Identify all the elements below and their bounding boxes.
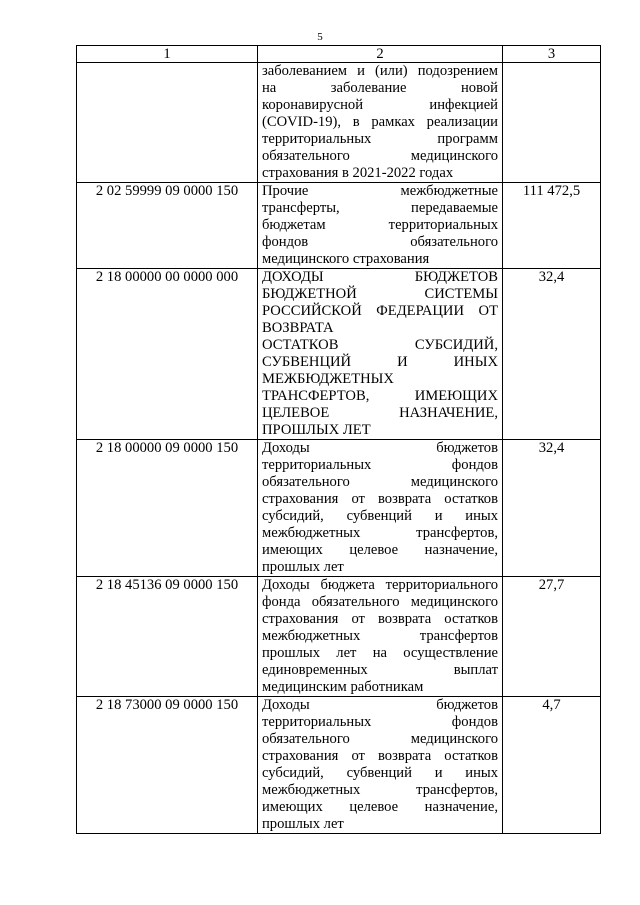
budget-code-cell: 2 18 00000 00 0000 000: [77, 269, 258, 440]
budget-code-cell: [77, 63, 258, 183]
description-line: обязательного медицинского: [262, 474, 498, 490]
amount-cell: 111 472,5: [503, 183, 601, 269]
description-line: субсидий, субвенций и иных: [262, 765, 498, 781]
description-line: ДОХОДЫ БЮДЖЕТОВ: [262, 269, 498, 285]
description-line: ПРОШЛЫХ ЛЕТ: [262, 422, 371, 438]
column-header-1: 1: [77, 46, 258, 63]
description-line: на заболевание новой: [262, 80, 498, 96]
description-line: фондов обязательного: [262, 234, 498, 250]
table-header: [77, 46, 601, 63]
description-line: МЕЖБЮДЖЕТНЫХ: [262, 371, 394, 387]
description-line: страхования от возврата остатков: [262, 611, 498, 627]
description-cell: [258, 697, 503, 834]
amount-cell: 32,4: [503, 269, 601, 440]
table-body: [77, 63, 601, 834]
budget-code-cell: 2 18 00000 09 0000 150: [77, 440, 258, 577]
description-line: БЮДЖЕТНОЙ СИСТЕМЫ: [262, 286, 498, 302]
description-line: СУБВЕНЦИЙ И ИНЫХ: [262, 354, 498, 370]
description-line: прошлых лет на осуществление: [262, 645, 498, 661]
table-row: [77, 697, 601, 834]
description-line: Доходы бюджета территориального: [262, 577, 498, 593]
description-line: Доходы бюджетов: [262, 440, 498, 456]
description-line: бюджетам территориальных: [262, 217, 498, 233]
description-line: медицинского страхования: [262, 251, 430, 267]
table-row: [77, 183, 601, 269]
description-line: межбюджетных трансфертов,: [262, 525, 498, 541]
description-line: обязательного медицинского: [262, 148, 498, 164]
description-line: межбюджетных трансфертов: [262, 628, 498, 644]
description-line: обязательного медицинского: [262, 731, 498, 747]
description-line: коронавирусной инфекцией: [262, 97, 498, 113]
description-line: единовременных выплат: [262, 662, 498, 678]
description-line: заболеванием и (или) подозрением: [262, 63, 498, 79]
description-line: (COVID-19), в рамках реализации: [262, 114, 498, 130]
table-row: [77, 269, 601, 440]
description-line: субсидий, субвенций и иных: [262, 508, 498, 524]
header-row: [77, 46, 601, 63]
description-cell: [258, 440, 503, 577]
amount-cell: 4,7: [503, 697, 601, 834]
budget-code-cell: 2 18 45136 09 0000 150: [77, 577, 258, 697]
table-row: [77, 440, 601, 577]
description-line: страхования от возврата остатков: [262, 748, 498, 764]
amount-cell: 32,4: [503, 440, 601, 577]
description-line: прошлых лет: [262, 559, 344, 575]
description-line: ОСТАТКОВ СУБСИДИЙ,: [262, 337, 498, 353]
description-line: страхования от возврата остатков: [262, 491, 498, 507]
description-line: территориальных программ: [262, 131, 498, 147]
description-line: территориальных фондов: [262, 457, 498, 473]
amount-cell: [503, 63, 601, 183]
description-line: межбюджетных трансфертов,: [262, 782, 498, 798]
description-line: территориальных фондов: [262, 714, 498, 730]
description-cell: [258, 577, 503, 697]
description-line: трансферты, передаваемые: [262, 200, 498, 216]
description-cell: [258, 183, 503, 269]
description-line: медицинским работникам: [262, 679, 424, 695]
table-row: [77, 63, 601, 183]
description-line: прошлых лет: [262, 816, 344, 832]
column-header-3: 3: [503, 46, 601, 63]
description-cell: [258, 269, 503, 440]
description-line: ТРАНСФЕРТОВ, ИМЕЮЩИХ: [262, 388, 498, 404]
description-line: фонда обязательного медицинского: [262, 594, 498, 610]
page-number: 5: [317, 31, 323, 43]
description-line: ВОЗВРАТА: [262, 320, 334, 336]
description-line: имеющих целевое назначение,: [262, 799, 498, 815]
budget-code-cell: 2 02 59999 09 0000 150: [77, 183, 258, 269]
budget-code-cell: 2 18 73000 09 0000 150: [77, 697, 258, 834]
column-header-2: 2: [258, 46, 503, 63]
description-line: РОССИЙСКОЙ ФЕДЕРАЦИИ ОТ: [262, 303, 498, 319]
budget-table: [76, 45, 601, 834]
table-row: [77, 577, 601, 697]
description-line: Прочие межбюджетные: [262, 183, 498, 199]
description-line: Доходы бюджетов: [262, 697, 498, 713]
description-line: страхования в 2021-2022 годах: [262, 165, 454, 181]
description-cell: [258, 63, 503, 183]
description-line: имеющих целевое назначение,: [262, 542, 498, 558]
amount-cell: 27,7: [503, 577, 601, 697]
description-line: ЦЕЛЕВОЕ НАЗНАЧЕНИЕ,: [262, 405, 498, 421]
